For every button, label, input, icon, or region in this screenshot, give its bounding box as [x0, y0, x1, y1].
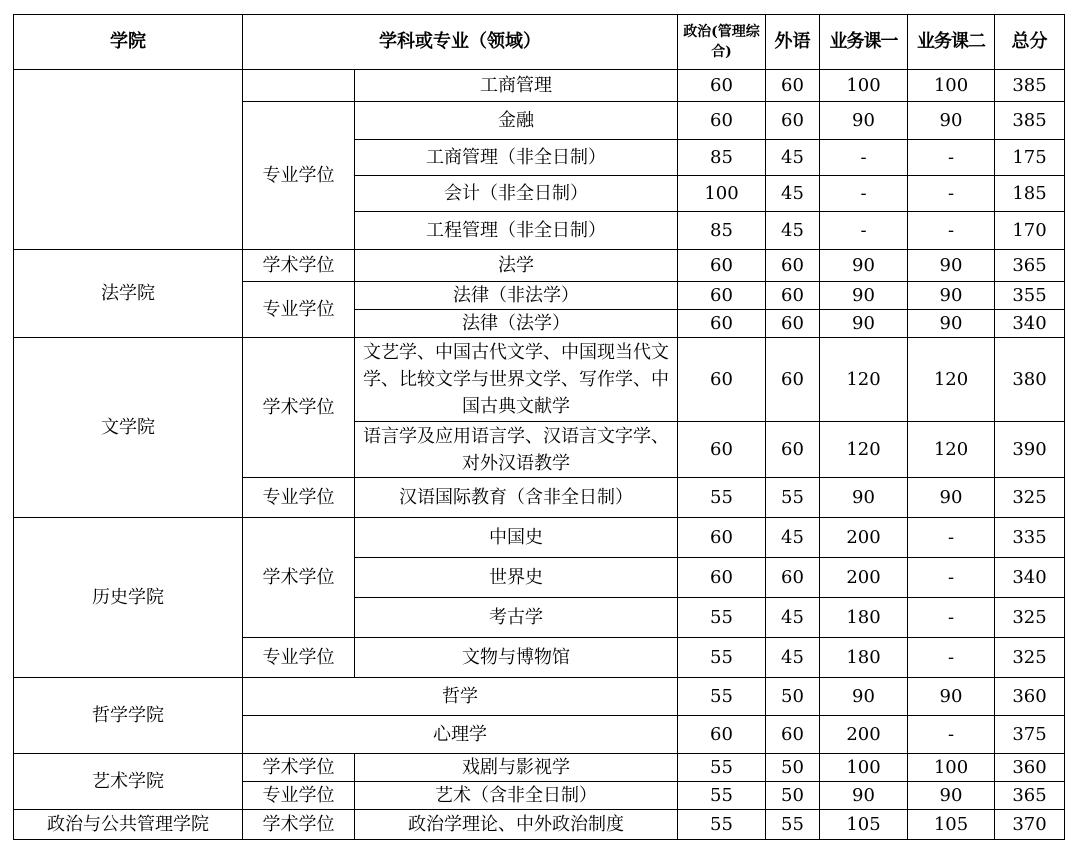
course1-score: 100	[820, 754, 908, 782]
major-cell: 心理学	[243, 716, 678, 754]
politics-score: 60	[678, 70, 766, 102]
degree-cell: 专业学位	[243, 282, 355, 338]
course2-score: -	[908, 176, 995, 212]
course1-score: -	[820, 212, 908, 250]
politics-score: 60	[678, 102, 766, 140]
major-cell: 法学	[355, 250, 678, 282]
course2-score: 90	[908, 782, 995, 810]
course1-score: 90	[820, 310, 908, 338]
major-cell: 世界史	[355, 558, 678, 598]
major-cell: 法律（法学）	[355, 310, 678, 338]
politics-score: 60	[678, 422, 766, 478]
college-cell: 法学院	[14, 250, 243, 338]
foreign-score: 60	[766, 422, 820, 478]
total-score: 365	[995, 782, 1065, 810]
major-cell: 文艺学、中国古代文学、中国现当代文学、比较文学与世界文学、写作学、中国古典文献学	[355, 338, 678, 422]
foreign-score: 45	[766, 638, 820, 678]
major-cell: 工商管理	[355, 70, 678, 102]
course1-score: 120	[820, 338, 908, 422]
college-cell-empty	[14, 70, 243, 250]
course1-score: 90	[820, 102, 908, 140]
major-cell: 考古学	[355, 598, 678, 638]
politics-score: 55	[678, 598, 766, 638]
total-score: 325	[995, 478, 1065, 518]
total-score: 325	[995, 598, 1065, 638]
header-politics: 政治(管理综合)	[678, 15, 766, 70]
total-score: 370	[995, 810, 1065, 840]
foreign-score: 60	[766, 310, 820, 338]
course1-score: 180	[820, 598, 908, 638]
politics-score: 55	[678, 678, 766, 716]
politics-score: 60	[678, 338, 766, 422]
major-cell: 政治学理论、中外政治制度	[355, 810, 678, 840]
course1-score: 200	[820, 558, 908, 598]
header-course2: 业务课二	[908, 15, 995, 70]
course2-score: -	[908, 598, 995, 638]
foreign-score: 50	[766, 754, 820, 782]
total-score: 185	[995, 176, 1065, 212]
total-score: 365	[995, 250, 1065, 282]
college-cell: 文学院	[14, 338, 243, 518]
foreign-score: 45	[766, 598, 820, 638]
total-score: 355	[995, 282, 1065, 310]
course2-score: -	[908, 558, 995, 598]
course2-score: 120	[908, 422, 995, 478]
course2-score: 90	[908, 310, 995, 338]
major-cell: 戏剧与影视学	[355, 754, 678, 782]
table-row	[14, 678, 1065, 716]
total-score: 170	[995, 212, 1065, 250]
foreign-score: 60	[766, 558, 820, 598]
foreign-score: 60	[766, 70, 820, 102]
total-score: 335	[995, 518, 1065, 558]
course1-score: 100	[820, 70, 908, 102]
header-college: 学院	[14, 15, 243, 70]
course2-score: 90	[908, 678, 995, 716]
major-cell: 汉语国际教育（含非全日制）	[355, 478, 678, 518]
course2-score: 90	[908, 478, 995, 518]
course2-score: -	[908, 638, 995, 678]
total-score: 325	[995, 638, 1065, 678]
politics-score: 60	[678, 558, 766, 598]
course1-score: 120	[820, 422, 908, 478]
politics-score: 60	[678, 250, 766, 282]
table-row	[14, 70, 1065, 102]
degree-cell: 专业学位	[243, 478, 355, 518]
table-row	[14, 810, 1065, 840]
table-row	[14, 338, 1065, 422]
header-foreign: 外语	[766, 15, 820, 70]
degree-cell: 学术学位	[243, 754, 355, 782]
course2-score: 120	[908, 338, 995, 422]
total-score: 340	[995, 310, 1065, 338]
course1-score: 90	[820, 250, 908, 282]
degree-cell: 学术学位	[243, 338, 355, 478]
header-course1: 业务课一	[820, 15, 908, 70]
total-score: 380	[995, 338, 1065, 422]
score-table	[13, 14, 1065, 840]
politics-score: 55	[678, 478, 766, 518]
politics-score: 55	[678, 782, 766, 810]
politics-score: 85	[678, 140, 766, 176]
major-cell: 语言学及应用语言学、汉语言文字学、对外汉语教学	[355, 422, 678, 478]
total-score: 385	[995, 70, 1065, 102]
course2-score: 100	[908, 70, 995, 102]
total-score: 175	[995, 140, 1065, 176]
degree-cell: 专业学位	[243, 782, 355, 810]
foreign-score: 45	[766, 518, 820, 558]
major-cell: 会计（非全日制）	[355, 176, 678, 212]
course1-score: -	[820, 176, 908, 212]
college-cell: 政治与公共管理学院	[14, 810, 243, 840]
degree-cell-empty	[243, 70, 355, 102]
course1-score: -	[820, 140, 908, 176]
header-major: 学科或专业（领域）	[243, 15, 678, 70]
total-score: 375	[995, 716, 1065, 754]
course2-score: -	[908, 518, 995, 558]
politics-score: 60	[678, 716, 766, 754]
foreign-score: 50	[766, 782, 820, 810]
total-score: 360	[995, 754, 1065, 782]
college-cell: 哲学学院	[14, 678, 243, 754]
foreign-score: 60	[766, 282, 820, 310]
course2-score: -	[908, 212, 995, 250]
foreign-score: 55	[766, 810, 820, 840]
degree-cell: 学术学位	[243, 518, 355, 638]
degree-cell: 专业学位	[243, 102, 355, 250]
course2-score: -	[908, 716, 995, 754]
major-cell: 法律（非法学）	[355, 282, 678, 310]
course2-score: 90	[908, 102, 995, 140]
major-cell: 文物与博物馆	[355, 638, 678, 678]
total-score: 390	[995, 422, 1065, 478]
politics-score: 85	[678, 212, 766, 250]
course1-score: 105	[820, 810, 908, 840]
foreign-score: 45	[766, 140, 820, 176]
course1-score: 90	[820, 782, 908, 810]
politics-score: 55	[678, 754, 766, 782]
foreign-score: 60	[766, 250, 820, 282]
major-cell: 工商管理（非全日制）	[355, 140, 678, 176]
foreign-score: 50	[766, 678, 820, 716]
header-row	[14, 15, 1065, 70]
college-cell: 艺术学院	[14, 754, 243, 810]
politics-score: 55	[678, 638, 766, 678]
major-cell: 金融	[355, 102, 678, 140]
degree-cell: 学术学位	[243, 810, 355, 840]
course1-score: 90	[820, 282, 908, 310]
course1-score: 200	[820, 518, 908, 558]
politics-score: 60	[678, 518, 766, 558]
college-cell: 历史学院	[14, 518, 243, 678]
politics-score: 55	[678, 810, 766, 840]
header-total: 总分	[995, 15, 1065, 70]
major-cell: 哲学	[243, 678, 678, 716]
major-cell: 工程管理（非全日制）	[355, 212, 678, 250]
foreign-score: 45	[766, 212, 820, 250]
politics-score: 60	[678, 282, 766, 310]
total-score: 385	[995, 102, 1065, 140]
major-cell: 中国史	[355, 518, 678, 558]
politics-score: 60	[678, 310, 766, 338]
degree-cell: 学术学位	[243, 250, 355, 282]
politics-score: 100	[678, 176, 766, 212]
course2-score: 90	[908, 282, 995, 310]
course1-score: 90	[820, 478, 908, 518]
total-score: 340	[995, 558, 1065, 598]
table-row	[14, 518, 1065, 558]
table-row	[14, 250, 1065, 282]
course1-score: 180	[820, 638, 908, 678]
degree-cell: 专业学位	[243, 638, 355, 678]
foreign-score: 60	[766, 102, 820, 140]
foreign-score: 60	[766, 338, 820, 422]
major-cell: 艺术（含非全日制）	[355, 782, 678, 810]
course2-score: 90	[908, 250, 995, 282]
foreign-score: 60	[766, 716, 820, 754]
course2-score: -	[908, 140, 995, 176]
course2-score: 100	[908, 754, 995, 782]
foreign-score: 45	[766, 176, 820, 212]
course1-score: 90	[820, 678, 908, 716]
foreign-score: 55	[766, 478, 820, 518]
course2-score: 105	[908, 810, 995, 840]
table-row	[14, 754, 1065, 782]
total-score: 360	[995, 678, 1065, 716]
course1-score: 200	[820, 716, 908, 754]
